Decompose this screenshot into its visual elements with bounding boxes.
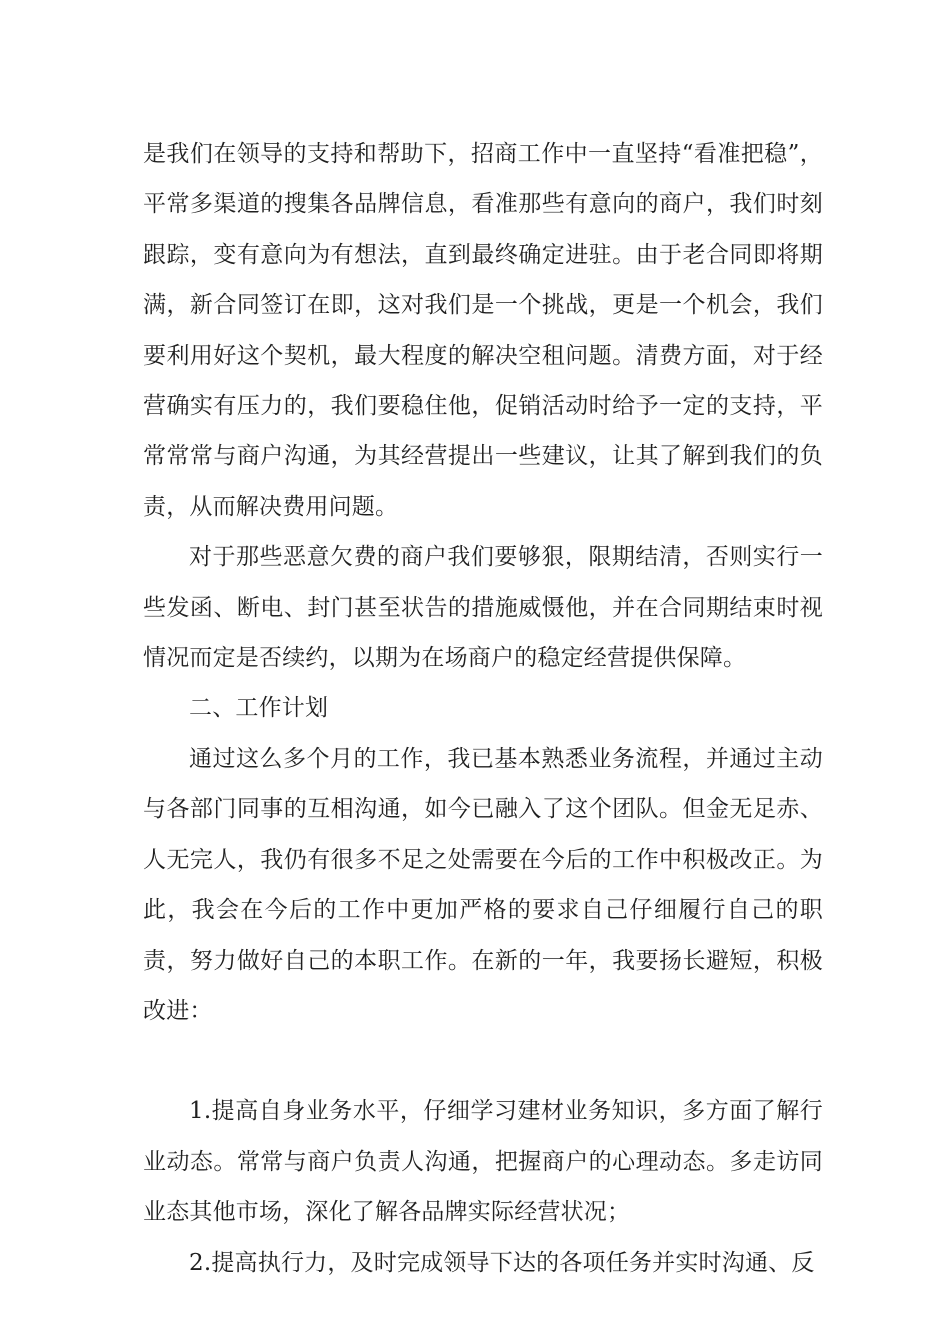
list-item-2: 2.提高执行力，及时完成领导下达的各项任务并实时沟通、反 (189, 1249, 815, 1276)
paragraph-spacer (143, 1036, 823, 1086)
document-body (143, 129, 823, 1288)
list-item-1: 1.提高自身业务水平，仔细学习建材业务知识，多方面了解行业动态。常常与商户负责人沟通，把握商户的心理动态。多走访同业态其他市场，深化了解各品牌实际经营状况； (143, 1098, 823, 1226)
section-heading-work-plan: 二、工作计划 (189, 695, 329, 722)
paragraph-work-summary: 通过这么多个月的工作，我已基本熟悉业务流程，并通过主动与各部门同事的互相沟通，如今已融入了这个团队。但金无足赤、人无完人，我仍有很多不足之处需要在今后的工作中积极改正。为此，我会在今后的工作中更加严格的要求自己仔细履行自己的职责，努力做好自己的本职工作。在新的一年，我要扬长避短，积极改进： (143, 745, 823, 1024)
paragraph-continuation: 是我们在领导的支持和帮助下，招商工作中一直坚持“看准把稳”，平常多渠道的搜集各品牌信息，看准那些有意向的商户，我们时刻跟踪，变有意向为有想法，直到最终确定进驻。由于老合同即将期满，新合同签订在即，这对我们是一个挑战，更是一个机会，我们要利用好这个契机，最大程度的解决空租问题。清费方面，对于经营确实有压力的，我们要稳住他，促销活动时给予一定的支持，平常常常与商户沟通，为其经营提出一些建议，让其了解到我们的负责，从而解决费用问题。 (143, 141, 823, 520)
paragraph-arrears: 对于那些恶意欠费的商户我们要够狠，限期结清，否则实行一些发函、断电、封门甚至状告的措施威慑他，并在合同期结束时视情况而定是否续约，以期为在场商户的稳定经营提供保障。 (143, 544, 823, 672)
